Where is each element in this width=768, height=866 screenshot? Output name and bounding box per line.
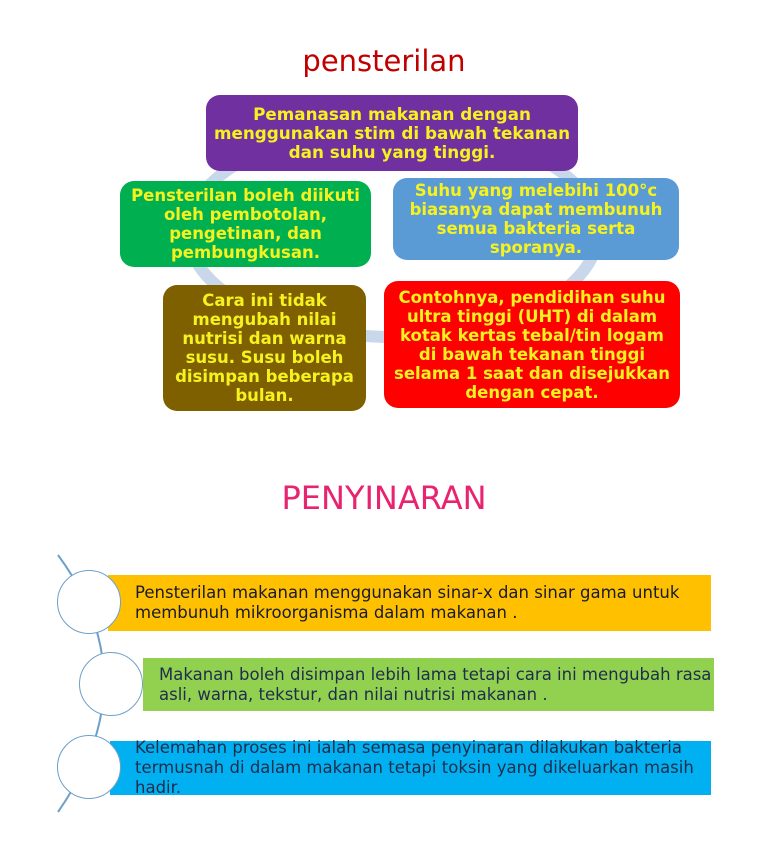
cycle-box-text: Cara ini tidak mengubah nilai nutrisi dan warna susu. Susu boleh disimpan beberapa bulan. [175,291,354,405]
cycle-box-text: Pemanasan makanan dengan menggunakan stim di bawah tekanan dan suhu yang tinggi. [213,103,571,162]
list-item-text: Kelemahan proses ini ialah semasa penyinaran dilakukan bakteria termusnah di dalam makanan tetapi toksin yang dikeluarkan masih hadir. [135,738,694,797]
cycle-box-text: Contohnya, pendidihan suhu ultra tinggi (UHT) di dalam kotak kertas tebal/tin logam di bawah tekanan tinggi selama 1 saat dan disejukkan dengan cepat. [394,287,670,402]
list-item-weakness [110,738,711,797]
penyinaran-title: PENYINARAN [281,479,487,517]
list-item-text: Pensterilan makanan menggunakan sinar-x dan sinar gama untuk membunuh mikroorganisma dalam makanan . [135,583,680,622]
list-bullet-circle [57,735,121,799]
list-item-storage [143,658,714,711]
cycle-box-text: Pensterilan boleh diikuti oleh pembotolan, pengetinan, dan pembungkusan. [131,186,360,262]
list-bullet-circle [57,570,121,634]
list-item-text: Makanan boleh disimpan lebih lama tetapi cara ini mengubah rasa asli, warna, tekstur, dan nilai nutrisi makanan . [159,664,712,704]
cycle-box-text: Suhu yang melebihi 100°c biasanya dapat membunuh semua bakteria serta sporanya. [409,181,663,257]
list-bullet-circle [79,652,143,716]
pensterilan-title: pensterilan [302,44,466,78]
list-item-sterilization [108,575,711,631]
